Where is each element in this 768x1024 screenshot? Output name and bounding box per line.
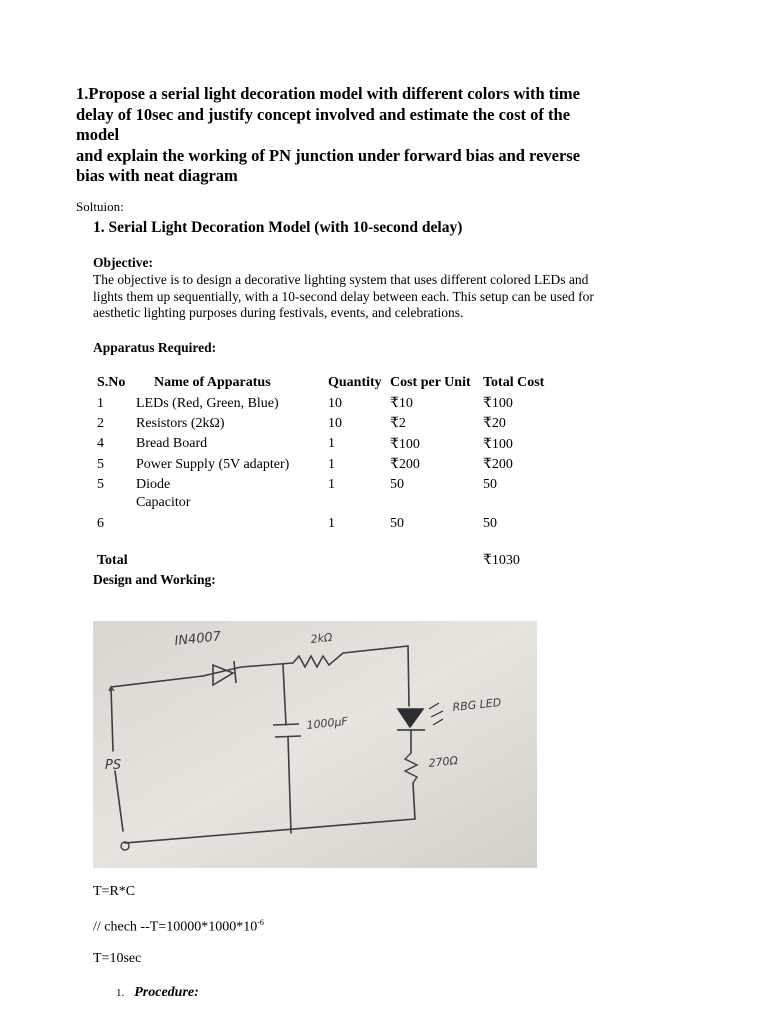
label-led: RBG LED: [451, 695, 502, 714]
table-row: [93, 434, 560, 454]
question-line: 1.Propose a serial light decoration model with different colors with time: [76, 84, 580, 103]
table-cell: Bread Board: [136, 436, 208, 452]
column-header: Total Cost: [483, 375, 545, 391]
table-cell: Capacitor: [136, 495, 191, 511]
table-cell: ₹20: [483, 416, 506, 432]
table-cell: 5: [97, 477, 104, 493]
question-line: and explain the working of PN junction under forward bias and reverse: [76, 145, 581, 165]
solution-label: Soltuion:: [76, 199, 124, 214]
paper-background: [93, 621, 537, 868]
table-cell: ₹100: [483, 396, 513, 412]
objective-line: lights them up sequentially, with a 10-second delay between each. This setup can be used for: [93, 288, 594, 304]
column-header: Name of Apparatus: [154, 375, 271, 391]
table-cell: ₹200: [483, 457, 513, 473]
label-capacitor: 1000µF: [305, 714, 349, 732]
procedure-heading: [116, 985, 199, 1001]
table-cell: ₹2: [390, 416, 406, 432]
column-header: S.No: [97, 375, 126, 391]
total-value: ₹1030: [483, 553, 520, 569]
table-cell: 1: [328, 456, 335, 472]
column-header: Quantity: [328, 375, 382, 391]
total-label: Total: [97, 553, 128, 569]
label-resistor2: 270Ω: [427, 753, 459, 770]
table-cell: LEDs (Red, Green, Blue): [136, 395, 279, 411]
table-row: [93, 455, 560, 475]
table-header-row: [93, 373, 560, 393]
table-cell: 50: [483, 516, 497, 532]
table-cell: ₹200: [390, 457, 420, 473]
table-row: [93, 475, 560, 495]
objective-line: The objective is to design a decorative lighting system that uses different colored LEDs and: [93, 272, 589, 287]
table-cell: ₹10: [390, 396, 413, 412]
table-cell: 10: [328, 395, 342, 411]
table-cell: 1: [328, 436, 335, 452]
objective-text: [93, 272, 693, 322]
table-cell: ₹100: [483, 436, 513, 452]
equation-line: T=R*C: [93, 884, 136, 899]
equation-line: [93, 918, 264, 936]
label-supply: PS: [105, 758, 122, 773]
table-cell: 6: [97, 516, 104, 532]
apparatus-heading: Apparatus Required:: [93, 340, 217, 355]
table-cell: ₹100: [390, 436, 420, 452]
table-cell: 10: [328, 415, 342, 431]
table-cell: Resistors (2kΩ): [136, 415, 225, 431]
section-heading: 1. Serial Light Decoration Model (with 10-second delay): [93, 219, 463, 236]
table-cell: 4: [97, 436, 104, 452]
procedure-label: Procedure:: [134, 985, 199, 1000]
empty-cell: [388, 536, 481, 569]
table-row: [93, 495, 560, 536]
table-cell: Diode: [136, 477, 171, 493]
empty-cell: [326, 536, 388, 569]
column-header: Cost per Unit: [390, 375, 471, 391]
label-diode: IN4007: [173, 629, 222, 649]
question-line: delay of 10sec and justify concept involved and estimate the cost of the: [76, 104, 571, 124]
design-heading: Design and Working:: [93, 572, 216, 587]
question-title: [76, 84, 676, 187]
table-cell: 5: [97, 456, 104, 472]
circuit-photo: [93, 621, 537, 868]
table-row: [93, 414, 560, 434]
objective-line: aesthetic lighting purposes during festivals, events, and celebrations.: [93, 305, 464, 320]
apparatus-table: [93, 373, 560, 569]
table-cell: 50: [483, 477, 497, 493]
table-cell: 50: [390, 516, 404, 532]
table-cell: 50: [390, 477, 404, 493]
table-cell: Power Supply (5V adapter): [136, 456, 290, 472]
table-row: [93, 393, 560, 413]
table-cell: 1: [328, 477, 335, 493]
table-total-row: [93, 536, 560, 569]
list-number: 1.: [116, 987, 125, 999]
empty-cell: [134, 536, 326, 569]
table-cell: 2: [97, 415, 104, 431]
equation-line: T=10sec: [93, 951, 142, 966]
equation-text: // chech --T=10000*1000*10: [93, 919, 258, 935]
question-line: bias with neat diagram: [76, 166, 238, 185]
exponent: -6: [257, 918, 264, 927]
table-cell: 1: [328, 516, 335, 532]
table-cell: 1: [97, 395, 104, 411]
label-resistor: 2kΩ: [309, 630, 333, 646]
objective-heading: Objective:: [93, 255, 153, 270]
question-line: model: [76, 125, 120, 144]
